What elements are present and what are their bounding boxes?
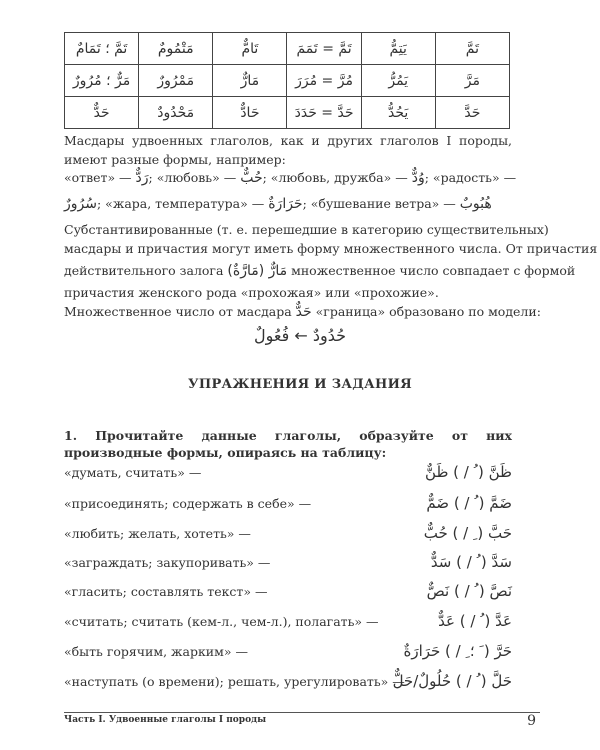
masdar-intro-paragraph: Масдары удвоенных глаголов, как и других глаголов I породы, имеют разные формы, например:	[64, 133, 512, 167]
table-cell: يَمُرُّ	[361, 65, 435, 97]
exercise-verb: حَلَّ ( ُ / ) حُلُولٌ/حَلٌّ	[392, 672, 512, 690]
exercise-meaning: «присоединять; содержать в себе» —	[64, 496, 312, 511]
table-cell: تَمَّ	[435, 33, 509, 65]
table-cell: حَدَّ = حَدَدَ	[287, 97, 361, 129]
table-cell: مَتْمُومٌ	[139, 33, 213, 65]
plural-model-line	[64, 304, 541, 320]
exercise-meaning: «считать; считать (кем-л., чем-л.), полагать» —	[64, 614, 379, 629]
substantivized-paragraph-line-1: Субстантивированные (т. е. перешедшие в категорию существительных)	[64, 222, 549, 237]
table-cell: يَحُدُّ	[361, 97, 435, 129]
exercise-verb: حَرَّ ( َ ؛ ِ / ) حَرَارَةٌ	[403, 642, 512, 660]
paragraph-text: «граница» образовано по модели:	[311, 304, 541, 319]
footer-divider	[64, 712, 540, 713]
exercise-verb: حَبَّ ( ِ / ) حُبٌّ	[423, 524, 512, 542]
exercise-item	[64, 611, 512, 633]
exercise-item	[64, 462, 512, 484]
exercise-meaning: «любить; желать, хотеть» —	[64, 526, 251, 541]
masdar-arabic: حَدٌّ	[295, 304, 312, 320]
table-cell: مَمْرُورٌ	[139, 65, 213, 97]
substantivized-paragraph-line-4: причастия женского рода «прохожая» или «прохожие».	[64, 285, 439, 300]
substantivized-paragraph-line-3	[64, 263, 576, 279]
example-arabic: حَرَارَةٌ	[268, 196, 303, 212]
exercise-item	[64, 493, 512, 515]
exercise-meaning: «гласить; составлять текст» —	[64, 584, 268, 599]
plural-pattern-formula: حُدُودٌ ← فُعُولٌ	[254, 326, 346, 345]
exercise-verb: سَدَّ ( ُ / ) سَدٌّ	[430, 553, 512, 571]
masdar-examples-line-2	[64, 196, 512, 212]
exercise-verb: ظَنَّ ( ُ / ) ظَنٌّ	[425, 463, 512, 481]
example-text: «ответ» —	[64, 170, 136, 185]
exercise-item	[64, 581, 512, 603]
exercise-meaning: «наступать (о времени); решать, урегулировать» —	[64, 674, 405, 689]
exercise-item	[64, 523, 512, 545]
table-cell: تَامٌّ	[213, 33, 287, 65]
exercise-meaning: «заграждать; закупоривать» —	[64, 555, 271, 570]
table-row	[65, 33, 510, 65]
table-cell: حَدٌّ	[65, 97, 139, 129]
table-row	[65, 65, 510, 97]
exercise-meaning: «быть горячим, жарким» —	[64, 644, 248, 659]
exercise-meaning: «думать, считать» —	[64, 465, 202, 480]
exercise-verb: ضَمَّ ( ُ / ) ضَمٌّ	[426, 494, 512, 512]
paragraph-text: множественное число совпадает с формой	[287, 263, 576, 278]
page-number: 9	[527, 713, 536, 729]
example-arabic: سُرُورٌ	[64, 196, 97, 212]
exercise-verb: نَصَّ ( ُ / ) نَصٌّ	[426, 582, 512, 600]
exercise-item	[64, 552, 512, 574]
table-cell: حَدَّ	[435, 97, 509, 129]
example-arabic: هُبُوبٌ	[459, 196, 492, 212]
table-cell: مَارٌّ	[213, 65, 287, 97]
paragraph-text: Множественное число от масдара	[64, 304, 296, 319]
table-cell: مَرٌّ ؛ مُرُورٌ	[65, 65, 139, 97]
exercise-verb: عَدَّ ( ُ / ) عَدٌّ	[438, 612, 512, 630]
table-cell: مَحْدُودٌ	[139, 97, 213, 129]
task-1-instruction: 1. Прочитайте данные глаголы, образуйте от них производные формы, опираясь на таблицу:	[64, 428, 512, 460]
section-heading: УПРАЖНЕНИЯ И ЗАДАНИЯ	[188, 377, 412, 392]
table-cell: حَادٌّ	[213, 97, 287, 129]
conjugation-table	[64, 32, 510, 129]
table-cell: تَمَّ ؛ تَمَامٌ	[65, 33, 139, 65]
table-cell: مَرَّ	[435, 65, 509, 97]
table-cell: يَتِمُّ	[361, 33, 435, 65]
substantivized-paragraph-line-2: масдары и причастия могут иметь форму множественного числа. От причастия	[64, 241, 598, 256]
example-text: ; «жара, температура» —	[96, 196, 269, 211]
participle-arabic: مَارٌّ (مَارَّةٌ)	[227, 263, 288, 279]
table-cell: مُرَّ = مُرَرَ	[287, 65, 361, 97]
example-arabic: وُدٌّ	[411, 170, 425, 186]
paragraph-text: действительного залога	[64, 263, 228, 278]
example-text: ; «радость» —	[424, 170, 517, 185]
table-cell: تَمَّ = تَمَمَ	[287, 33, 361, 65]
example-text: ; «любовь» —	[148, 170, 241, 185]
exercise-item	[64, 671, 512, 693]
example-arabic: رَدٌّ	[135, 170, 149, 186]
example-arabic: حُبٌّ	[240, 170, 263, 186]
masdar-examples-line-1	[64, 170, 517, 186]
table-row	[65, 97, 510, 129]
exercise-item	[64, 641, 512, 663]
example-text: ; «любовь, дружба» —	[262, 170, 412, 185]
footer-running-title: Часть I. Удвоенные глаголы I породы	[64, 715, 267, 725]
example-text: ; «бушевание ветра» —	[302, 196, 460, 211]
